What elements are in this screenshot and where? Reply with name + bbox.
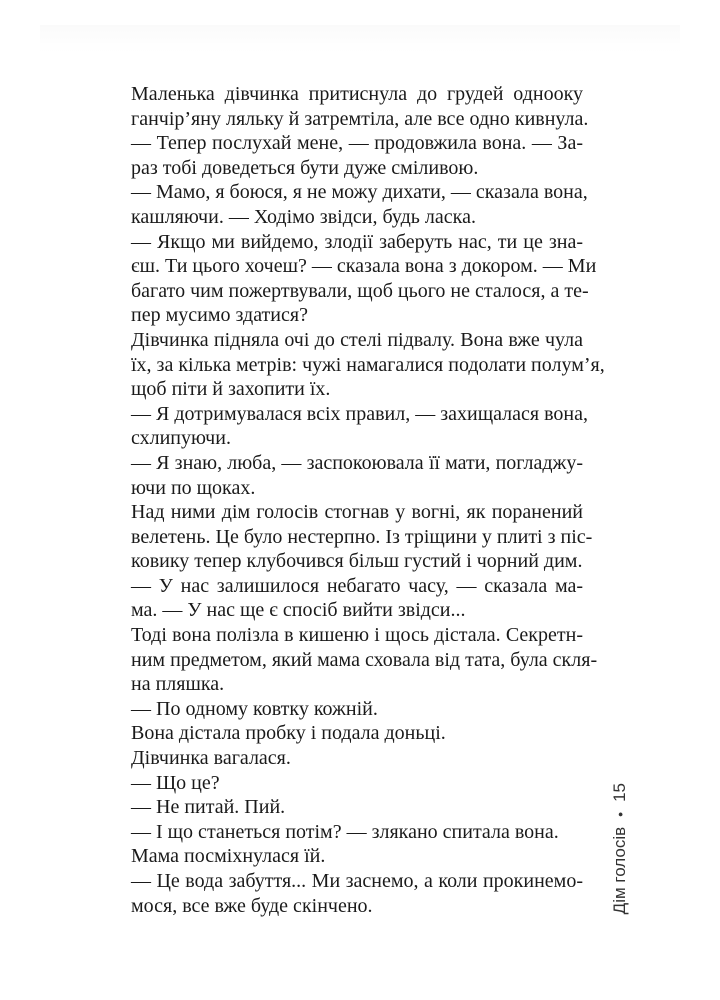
paragraph-line: — Я дотримувалася всіх правил, — захищалася вона, <box>131 402 588 425</box>
paragraph-line: Дівчинка вагалася. <box>131 747 291 770</box>
body-text <box>131 82 605 918</box>
paragraph-line: ма. — У нас ще є спосіб вийти звідси... <box>131 599 466 622</box>
paragraph-line: щоб піти й захопити їх. <box>131 378 331 401</box>
paragraph-line: Дівчинка підняла очі до стелі підвалу. Вона вже чула <box>131 328 583 351</box>
paragraph-line: пер мусимо здатися? <box>131 304 308 327</box>
paragraph-line: — Що це? <box>131 771 220 794</box>
paragraph-line: Тоді вона полізла в кишеню і щось дістала. Секретн- <box>131 624 583 647</box>
running-head <box>605 783 635 953</box>
paragraph-line: — Мамо, я боюся, я не можу дихати, — сказала вона, <box>131 181 588 204</box>
paragraph-line: схлипуючи. <box>131 427 231 450</box>
paragraph-line: — І що станеться потім? — злякано спитала вона. <box>131 820 559 843</box>
running-head-rotated <box>605 783 635 953</box>
paragraph-line: мося, все вже буде скінчено. <box>131 894 373 917</box>
paragraph-line: їх, за кілька метрів: чужі намагалися подолати полум’я, <box>131 353 605 376</box>
paragraph-line: Маленька дівчинка притиснула до грудей однооку <box>131 83 583 105</box>
paragraph-line: — У нас залишилося небагато часу, — сказала ма- <box>131 574 583 597</box>
paragraph-line: — Не питай. Пий. <box>131 796 286 819</box>
bullet-separator: • <box>612 811 628 817</box>
book-title: Дім голосів <box>610 826 629 915</box>
paragraph-line: ючи по щоках. <box>131 476 256 499</box>
paragraph-line: раз тобі доведеться бути дуже сміливою. <box>131 156 479 179</box>
paragraph-line: кашляючи. — Ходімо звідси, будь ласка. <box>131 205 476 228</box>
scan-shadow <box>40 25 680 53</box>
paragraph-line: — Тепер послухай мене, — продовжила вона. — За- <box>131 132 583 155</box>
paragraph-line: — Я знаю, люба, — заспокоювала її мати, погладжу- <box>131 451 583 474</box>
paragraph-line: Вона дістала пробку і подала доньці. <box>131 722 446 745</box>
paragraph-line: єш. Ти цього хочеш? — сказала вона з докором. — Ми <box>131 255 597 278</box>
paragraph-line: ним предметом, який мама сховала від тата, була скля- <box>131 648 598 671</box>
paragraph-line: ковику тепер клубочився більш густий і чорний дим. <box>131 550 583 573</box>
paragraph-line: багато чим пожертвували, щоб цього не сталося, а те- <box>131 279 589 302</box>
paragraph-line: — По одному ковтку кожній. <box>131 697 378 720</box>
paragraph-line: Над ними дім голосів стогнав у вогні, як поранений <box>131 501 583 524</box>
paragraph-line: велетень. Це було нестерпно. Із тріщини у плиті з піс- <box>131 525 593 548</box>
paragraph-line: ганчір’яну ляльку й затремтіла, але все одно кивнула. <box>131 107 589 130</box>
paragraph-line: — Це вода забуття... Ми заснемо, а коли прокинемо- <box>131 870 583 892</box>
paragraph-line: Мама посміхнулася їй. <box>131 845 326 868</box>
paragraph-line: на пляшка. <box>131 673 225 696</box>
paragraph-line: — Якщо ми вийдемо, злодії заберуть нас, ти це зна- <box>131 230 583 253</box>
page-number: 15 <box>610 783 629 802</box>
